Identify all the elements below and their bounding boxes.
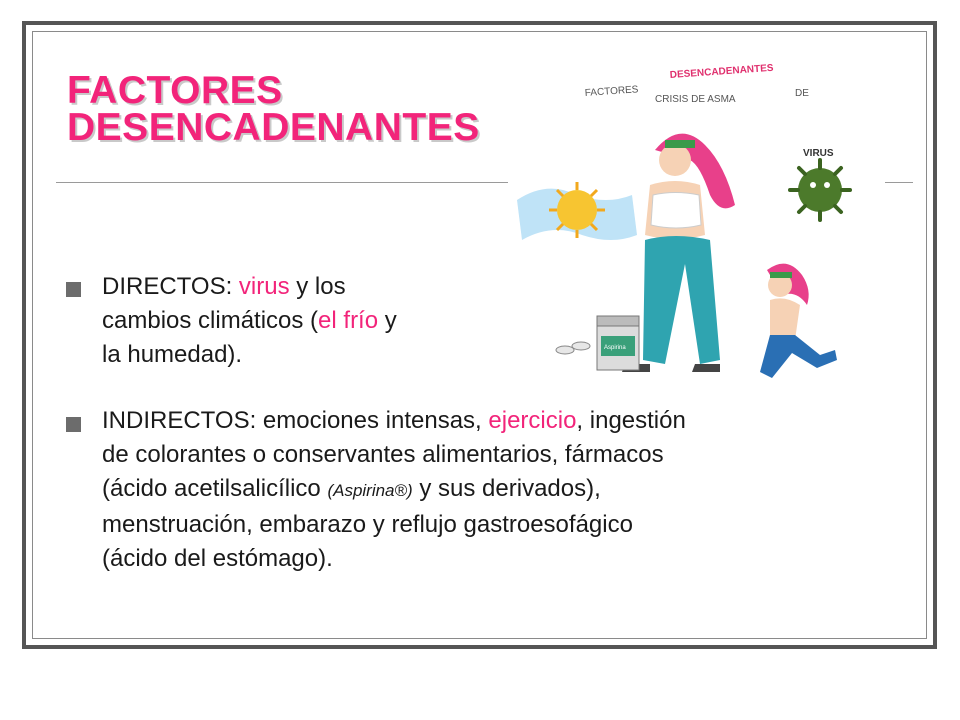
directos-y: y: [384, 307, 397, 334]
sun-icon: [517, 182, 637, 240]
indirectos-acido: (ácido acetilsalicílico: [102, 475, 321, 502]
indirectos-line-4: menstruación, embarazo y reflujo gastroesofágico: [102, 511, 633, 538]
directos-line-3: la humedad).: [102, 341, 243, 368]
virus-icon: [790, 148, 850, 220]
medicine-label: Aspirina: [604, 345, 626, 351]
medicine-bottle-icon: [597, 316, 639, 370]
running-girl: [760, 264, 837, 378]
title-divider-left: [56, 182, 508, 183]
bullet-marker-indirectos: [66, 417, 81, 432]
asthma-triggers-illustration: [505, 60, 915, 390]
indirectos-aspirina: (Aspirina®): [327, 481, 413, 500]
directos-line-1: [102, 270, 512, 304]
indirectos-line-3: [102, 472, 922, 508]
directos-cambios: cambios climáticos (: [102, 307, 319, 334]
bullet-directos: [102, 270, 512, 372]
bullet-marker-directos: [66, 282, 81, 297]
slide-title: [67, 69, 480, 149]
directos-el-frio: el frío: [318, 307, 379, 334]
caption-line1-b: DESENCADENANTES: [669, 62, 774, 81]
indirectos-ingestion: , ingestión: [576, 407, 686, 434]
indirectos-line-5: (ácido del estómago).: [102, 545, 333, 572]
directos-y-los: y los: [296, 273, 346, 300]
indirectos-derivados: y sus derivados),: [419, 475, 601, 502]
title-line-1: FACTORES: [67, 69, 283, 112]
indirectos-ejercicio: ejercicio: [488, 407, 577, 434]
pills-icon: [556, 342, 590, 354]
directos-label: DIRECTOS:: [102, 273, 233, 300]
directos-virus: virus: [238, 273, 290, 300]
indirectos-line-2: de colorantes o conservantes alimentarios, fármacos: [102, 441, 664, 468]
indirectos-label: INDIRECTOS:: [102, 407, 257, 434]
indirectos-emociones: emociones intensas,: [262, 407, 482, 434]
directos-line-2: [102, 304, 512, 338]
caption-line2: CRISIS DE ASMA: [655, 94, 736, 105]
title-line-2: DESENCADENANTES: [67, 106, 480, 149]
caption-line1-c: DE: [795, 88, 809, 99]
virus-label: VIRUS: [803, 148, 834, 159]
indirectos-line-1: [102, 404, 922, 438]
bullet-indirectos: [102, 404, 922, 576]
caption-line1-a: FACTORES: [584, 84, 639, 99]
